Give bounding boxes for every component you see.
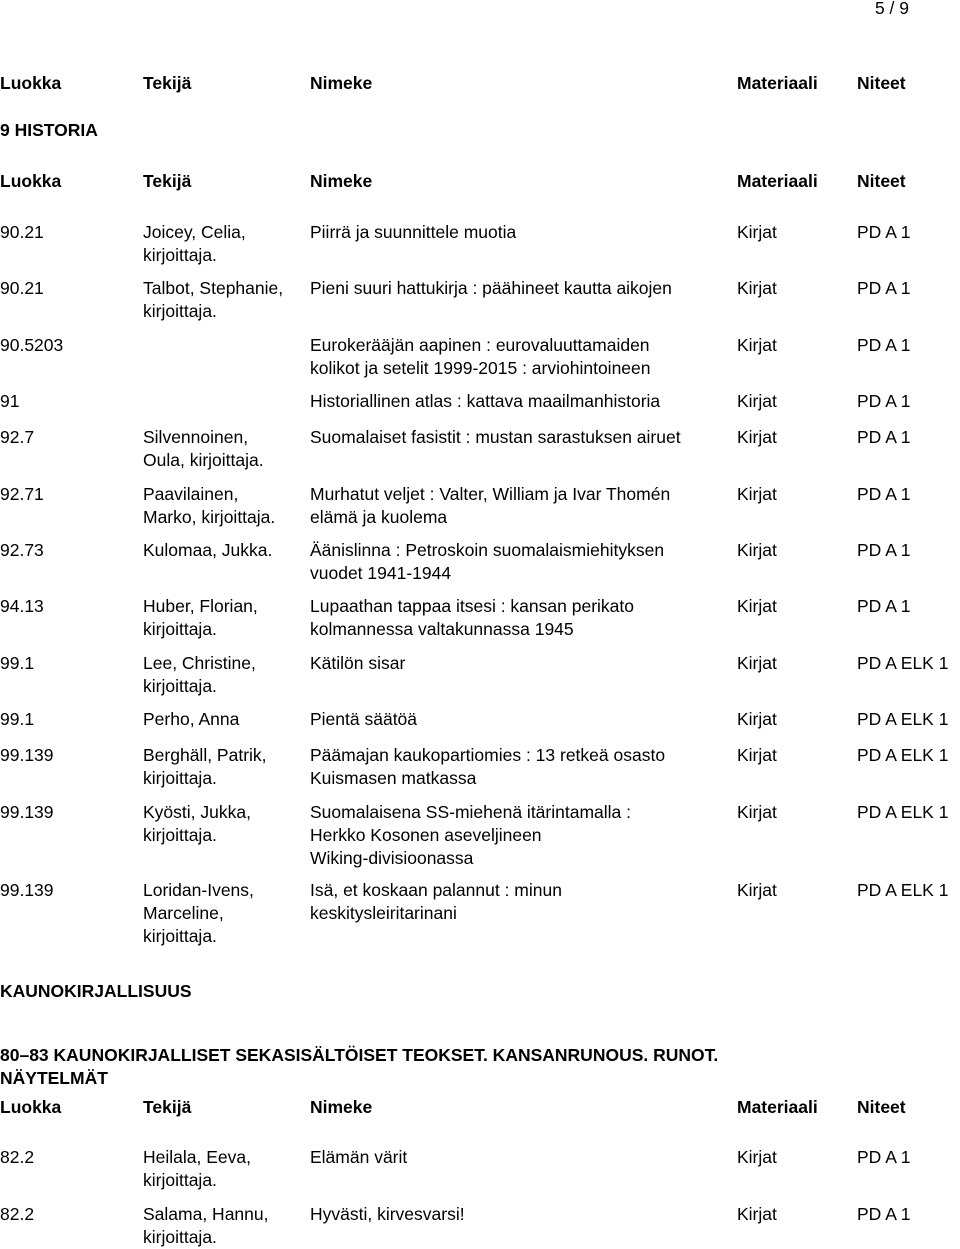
cell-nimeke: Kätilön sisar: [310, 653, 406, 673]
cell-tekija: kirjoittaja.: [143, 619, 217, 639]
cell-materiaali: Kirjat: [737, 427, 777, 447]
cell-luokka: 99.1: [0, 709, 35, 729]
cell-luokka: 94.13: [0, 596, 44, 616]
cell-niteet: PD A 1: [857, 391, 911, 411]
cell-materiaali: Kirjat: [737, 802, 777, 822]
cell-tekija: kirjoittaja.: [143, 676, 217, 696]
cell-materiaali: Kirjat: [737, 880, 777, 900]
cell-luokka: 92.7: [0, 427, 35, 447]
cell-nimeke: kolmannessa valtakunnassa 1945: [310, 619, 574, 639]
cell-luokka: 90.21: [0, 278, 44, 298]
cell-nimeke: Äänislinna : Petroskoin suomalaismiehityksen: [310, 540, 665, 560]
header-materiaali: Materiaali: [737, 171, 818, 191]
section-title-kaunokirjallisuus: KAUNOKIRJALLISUUS: [0, 981, 192, 1001]
cell-materiaali: Kirjat: [737, 1204, 777, 1224]
cell-luokka: 99.1: [0, 653, 35, 673]
cell-niteet: PD A 1: [857, 1204, 911, 1224]
cell-tekija: Paavilainen,: [143, 484, 239, 504]
cell-niteet: PD A 1: [857, 484, 911, 504]
cell-luokka: 91: [0, 391, 20, 411]
header-niteet: Niteet: [857, 73, 906, 93]
cell-luokka: 92.73: [0, 540, 44, 560]
cell-niteet: PD A 1: [857, 427, 911, 447]
cell-tekija: Huber, Florian,: [143, 596, 258, 616]
cell-niteet: PD A ELK 1: [857, 880, 949, 900]
cell-nimeke: Hyvästi, kirvesvarsi!: [310, 1204, 465, 1224]
cell-nimeke: Elämän värit: [310, 1147, 408, 1167]
cell-tekija: Heilala, Eeva,: [143, 1147, 251, 1167]
section-title-historia: 9 HISTORIA: [0, 120, 98, 140]
cell-luokka: 90.5203: [0, 335, 64, 355]
cell-luokka: 90.21: [0, 222, 44, 242]
cell-tekija: kirjoittaja.: [143, 1170, 217, 1190]
cell-materiaali: Kirjat: [737, 1147, 777, 1167]
cell-nimeke: Herkko Kosonen aseveljineen: [310, 825, 542, 845]
cell-niteet: PD A 1: [857, 1147, 911, 1167]
cell-luokka: 99.139: [0, 880, 54, 900]
cell-tekija: Berghäll, Patrik,: [143, 745, 267, 765]
cell-tekija: Oula, kirjoittaja.: [143, 450, 264, 470]
header-nimeke: Nimeke: [310, 1097, 373, 1117]
cell-niteet: PD A 1: [857, 596, 911, 616]
cell-materiaali: Kirjat: [737, 745, 777, 765]
cell-nimeke: Suomalaisena SS-miehenä itärintamalla :: [310, 802, 631, 822]
header-luokka: Luokka: [0, 1097, 62, 1117]
cell-materiaali: Kirjat: [737, 391, 777, 411]
cell-nimeke: vuodet 1941-1944: [310, 563, 452, 583]
cell-materiaali: Kirjat: [737, 709, 777, 729]
header-tekija: Tekijä: [143, 73, 192, 93]
cell-nimeke: Päämajan kaukopartiomies : 13 retkeä osasto: [310, 745, 666, 765]
header-nimeke: Nimeke: [310, 73, 373, 93]
cell-luokka: 99.139: [0, 745, 54, 765]
cell-nimeke: Wiking-divisioonassa: [310, 848, 474, 868]
page-number: 5 / 9: [874, 0, 909, 18]
cell-niteet: PD A 1: [857, 540, 911, 560]
cell-nimeke: Eurokerääjän aapinen : eurovaluuttamaiden: [310, 335, 650, 355]
header-materiaali: Materiaali: [737, 73, 818, 93]
cell-luokka: 82.2: [0, 1147, 35, 1167]
cell-niteet: PD A 1: [857, 335, 911, 355]
header-tekija: Tekijä: [143, 1097, 192, 1117]
cell-luokka: 99.139: [0, 802, 54, 822]
cell-tekija: Silvennoinen,: [143, 427, 249, 447]
cell-niteet: PD A ELK 1: [857, 745, 949, 765]
cell-materiaali: Kirjat: [737, 484, 777, 504]
cell-materiaali: Kirjat: [737, 278, 777, 298]
cell-tekija: kirjoittaja.: [143, 768, 217, 788]
cell-tekija: Lee, Christine,: [143, 653, 256, 673]
cell-nimeke: Lupaathan tappaa itsesi : kansan perikato: [310, 596, 634, 616]
cell-nimeke: Kuismasen matkassa: [310, 768, 477, 788]
subsection-title-line-1: 80–83 KAUNOKIRJALLISET SEKASISÄLTÖISET TEOKSET. KANSANRUNOUS. RUNOT.: [0, 1045, 719, 1065]
cell-tekija: Loridan-Ivens,: [143, 880, 254, 900]
cell-tekija: Kulomaa, Jukka.: [143, 540, 273, 560]
header-luokka: Luokka: [0, 73, 62, 93]
header-materiaali: Materiaali: [737, 1097, 818, 1117]
cell-tekija: kirjoittaja.: [143, 1227, 217, 1247]
cell-materiaali: Kirjat: [737, 222, 777, 242]
cell-nimeke: elämä ja kuolema: [310, 507, 448, 527]
cell-materiaali: Kirjat: [737, 540, 777, 560]
cell-tekija: kirjoittaja.: [143, 825, 217, 845]
cell-nimeke: Piirrä ja suunnittele muotia: [310, 222, 517, 242]
cell-tekija: kirjoittaja.: [143, 926, 217, 946]
cell-tekija: Perho, Anna: [143, 709, 240, 729]
cell-tekija: Marko, kirjoittaja.: [143, 507, 276, 527]
cell-nimeke: Pientä säätöä: [310, 709, 418, 729]
cell-niteet: PD A ELK 1: [857, 653, 949, 673]
header-luokka: Luokka: [0, 171, 62, 191]
cell-nimeke: Suomalaiset fasistit : mustan sarastuksen airuet: [310, 427, 681, 447]
cell-nimeke: Historiallinen atlas : kattava maailmanhistoria: [310, 391, 661, 411]
cell-nimeke: kolikot ja setelit 1999-2015 : arviohintoineen: [310, 358, 651, 378]
header-nimeke: Nimeke: [310, 171, 373, 191]
cell-nimeke: Murhatut veljet : Valter, William ja Ivar Thomén: [310, 484, 671, 504]
cell-materiaali: Kirjat: [737, 596, 777, 616]
cell-tekija: kirjoittaja.: [143, 301, 217, 321]
header-niteet: Niteet: [857, 171, 906, 191]
cell-materiaali: Kirjat: [737, 653, 777, 673]
cell-tekija: Kyösti, Jukka,: [143, 802, 251, 822]
header-niteet: Niteet: [857, 1097, 906, 1117]
cell-luokka: 92.71: [0, 484, 44, 504]
cell-tekija: Talbot, Stephanie,: [143, 278, 284, 298]
cell-nimeke: Isä, et koskaan palannut : minun: [310, 880, 562, 900]
subsection-title-line-2: NÄYTELMÄT: [0, 1068, 108, 1088]
cell-materiaali: Kirjat: [737, 335, 777, 355]
header-tekija: Tekijä: [143, 171, 192, 191]
cell-nimeke: Pieni suuri hattukirja : päähineet kautta aikojen: [310, 278, 672, 298]
cell-tekija: Joicey, Celia,: [143, 222, 246, 242]
cell-tekija: Salama, Hannu,: [143, 1204, 269, 1224]
cell-luokka: 82.2: [0, 1204, 35, 1224]
cell-nimeke: keskitysleiritarinani: [310, 903, 457, 923]
cell-niteet: PD A ELK 1: [857, 709, 949, 729]
cell-niteet: PD A 1: [857, 278, 911, 298]
cell-niteet: PD A 1: [857, 222, 911, 242]
cell-tekija: kirjoittaja.: [143, 245, 217, 265]
cell-niteet: PD A ELK 1: [857, 802, 949, 822]
cell-tekija: Marceline,: [143, 903, 224, 923]
